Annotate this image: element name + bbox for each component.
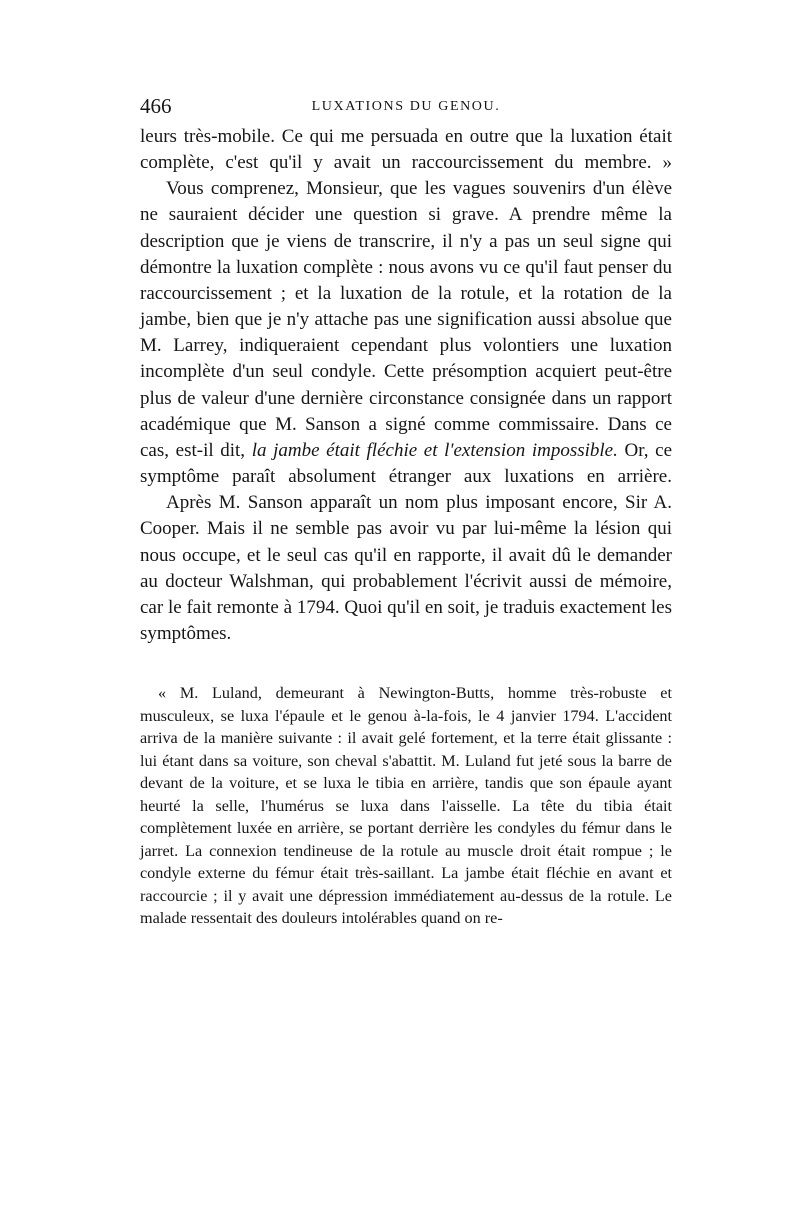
page-header <box>140 94 672 124</box>
paragraph-2 <box>140 176 672 490</box>
case-quote <box>140 682 672 930</box>
main-text <box>140 124 672 647</box>
quote-paragraph: « M. Luland, demeurant à Newington-Butts, homme très-robuste et musculeux, se luxa l'épaule et le genou à-la-fois, le 4 janvier 1794. L'accident arriva de la manière suivante : il avait gelé fortement, et la terre était glissante : lui étant dans sa voiture, son cheval s'abattit. M. Luland fut jeté sous la barre de devant de la voiture, et se luxa le tibia en arrière, tandis que son épaule ayant heurté la selle, l'humérus se luxa dans l'aisselle. La tête du tibia était complètement luxée en arrière, se portant derrière les condyles du fémur dans le jarret. La connexion tendineuse de la rotule au muscle droit était rompue ; le condyle externe du fémur était très-saillant. La jambe était fléchie en avant et raccourcie ; il y avait une dépression immédiatement au-dessus de la rotule. Le malade ressentait des douleurs intolérables quand on re- <box>140 684 672 928</box>
paragraph-1: leurs très-mobile. Ce qui me persuada en outre que la luxation était complète, c'est qu'il y avait un raccourcissement du membre. » <box>140 126 672 174</box>
running-title: LUXATIONS DU GENOU. <box>311 99 501 114</box>
quoted-phrase: la jambe était fléchie et l'extension impossible. <box>251 439 618 461</box>
page-number: 466 <box>140 94 172 118</box>
paragraph-2-end: Or, ce symptôme paraît absolument étranger aux luxations en arrière. <box>140 439 673 488</box>
book-page <box>140 94 672 930</box>
paragraph-2-text: Vous comprenez, Monsieur, que les vagues souvenirs d'un élève ne sauraient décider une question si grave. A prendre même la description que je viens de transcrire, il n'y a pas un seul signe qui démontre la luxation complète : nous avons vu ce qu'il faut penser du raccourcissement ; et la luxation de la rotule, et la rotation de la jambe, bien que je n'y attache pas une signification aussi absolue que M. Larrey, indiqueraient cependant plus volontiers une luxation incomplète d'un seul condyle. Cette présomption acquiert peut-être plus de valeur d'une dernière circonstance consignée dans un rapport académique que M. Sanson a signé comme commissaire. Dans ce cas, est-il dit, <box>140 178 672 461</box>
paragraph-3: Après M. Sanson apparaît un nom plus imposant encore, Sir A. Cooper. Mais il ne semble pas avoir vu par lui-même la lésion qui nous occupe, et le seul cas qu'il en rapporte, il avait dû le demander au docteur Walshman, qui probablement l'écrivit aussi de mémoire, car le fait remonte à 1794. Quoi qu'il en soit, je traduis exactement les symptômes. <box>140 492 672 644</box>
